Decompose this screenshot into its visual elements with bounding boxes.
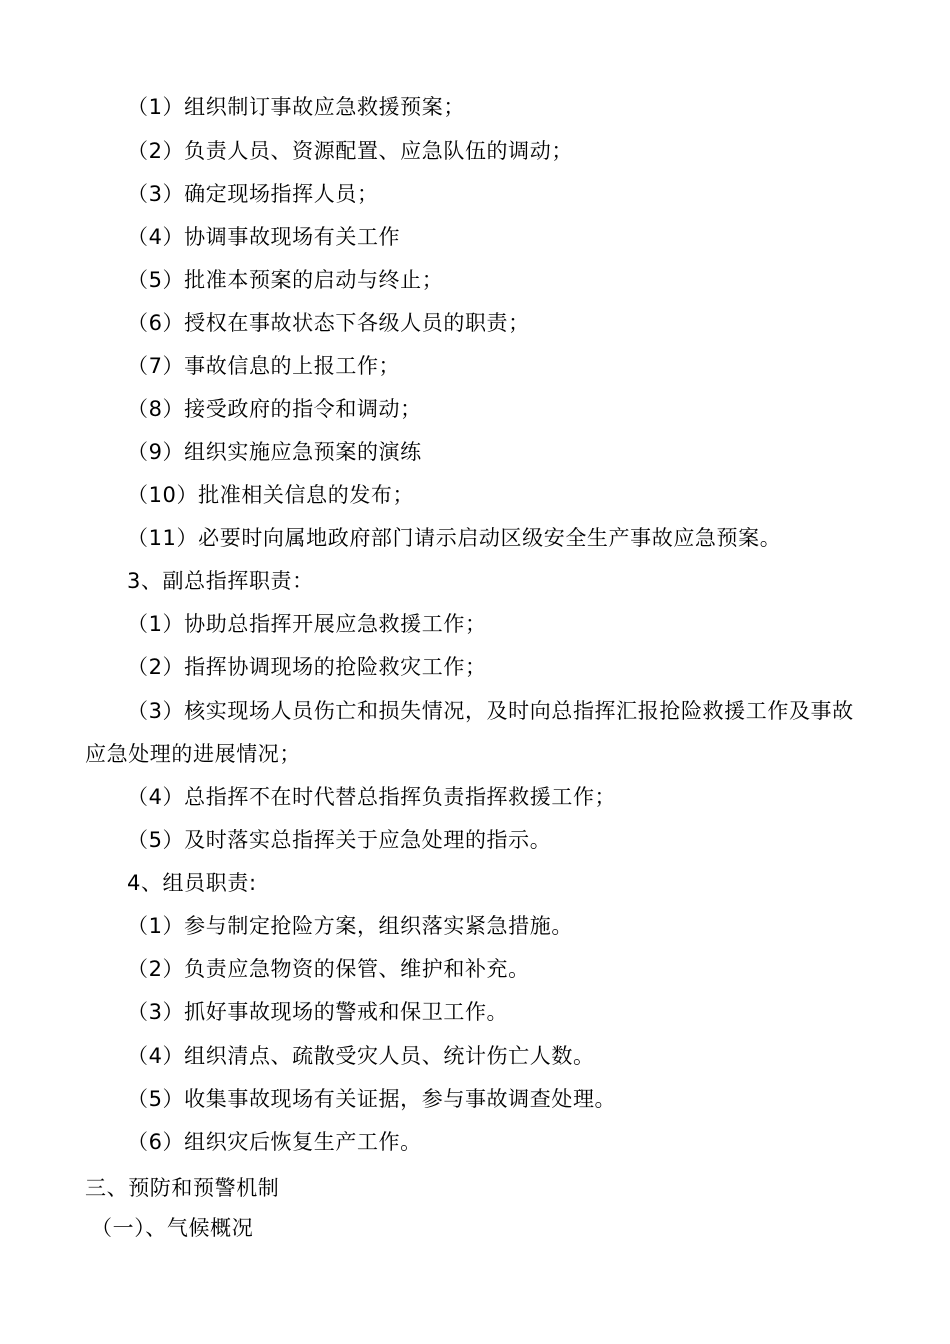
paragraph-line: （8）接受政府的指令和调动； [127,397,422,421]
paragraph-line: （3）抓好事故现场的警戒和保卫工作。 [127,1000,509,1024]
subsection-heading: （一）、气候概况 [91,1216,254,1240]
chapter-heading: 三、预防和预警机制 [85,1176,280,1200]
paragraph-line: （5）批准本预案的启动与终止； [127,268,444,292]
paragraph-line: （9）组织实施应急预案的演练 [127,440,422,464]
paragraph-line: （3）确定现场指挥人员； [127,182,379,206]
paragraph-line: （3）核实现场人员伤亡和损失情况，及时向总指挥汇报抢险救援工作及事故 [127,699,854,723]
paragraph-line: （6）授权在事故状态下各级人员的职责； [127,311,530,335]
paragraph-line: （11）必要时向属地政府部门请示启动区级安全生产事故应急预案。 [127,526,782,550]
paragraph-line: 应急处理的进展情况； [85,742,301,766]
paragraph-line: （1）参与制定抢险方案，组织落实紧急措施。 [127,914,573,938]
paragraph-line: （2）负责人员、资源配置、应急队伍的调动； [127,139,573,163]
section-heading: 4、组员职责: [127,871,257,895]
paragraph-line: （4）协调事故现场有关工作 [127,225,401,249]
paragraph-line: （4）总指挥不在时代替总指挥负责指挥救援工作； [127,785,617,809]
paragraph-line: （1）组织制订事故应急救援预案； [127,95,465,119]
paragraph-line: （6）组织灾后恢复生产工作。 [127,1130,422,1154]
paragraph-line: （2）指挥协调现场的抢险救灾工作； [127,655,487,679]
paragraph-line: （2）负责应急物资的保管、维护和补充。 [127,957,530,981]
paragraph-line: （1）协助总指挥开展应急救援工作； [127,612,487,636]
paragraph-line: （5）及时落实总指挥关于应急处理的指示。 [127,828,552,852]
paragraph-line: （4）组织清点、疏散受灾人员、统计伤亡人数。 [127,1044,595,1068]
paragraph-line: （5）收集事故现场有关证据，参与事故调查处理。 [127,1087,617,1111]
section-heading: 3、副总指挥职责： [127,569,314,593]
paragraph-line: （7）事故信息的上报工作； [127,354,401,378]
paragraph-line: （10）批准相关信息的发布； [127,483,415,507]
